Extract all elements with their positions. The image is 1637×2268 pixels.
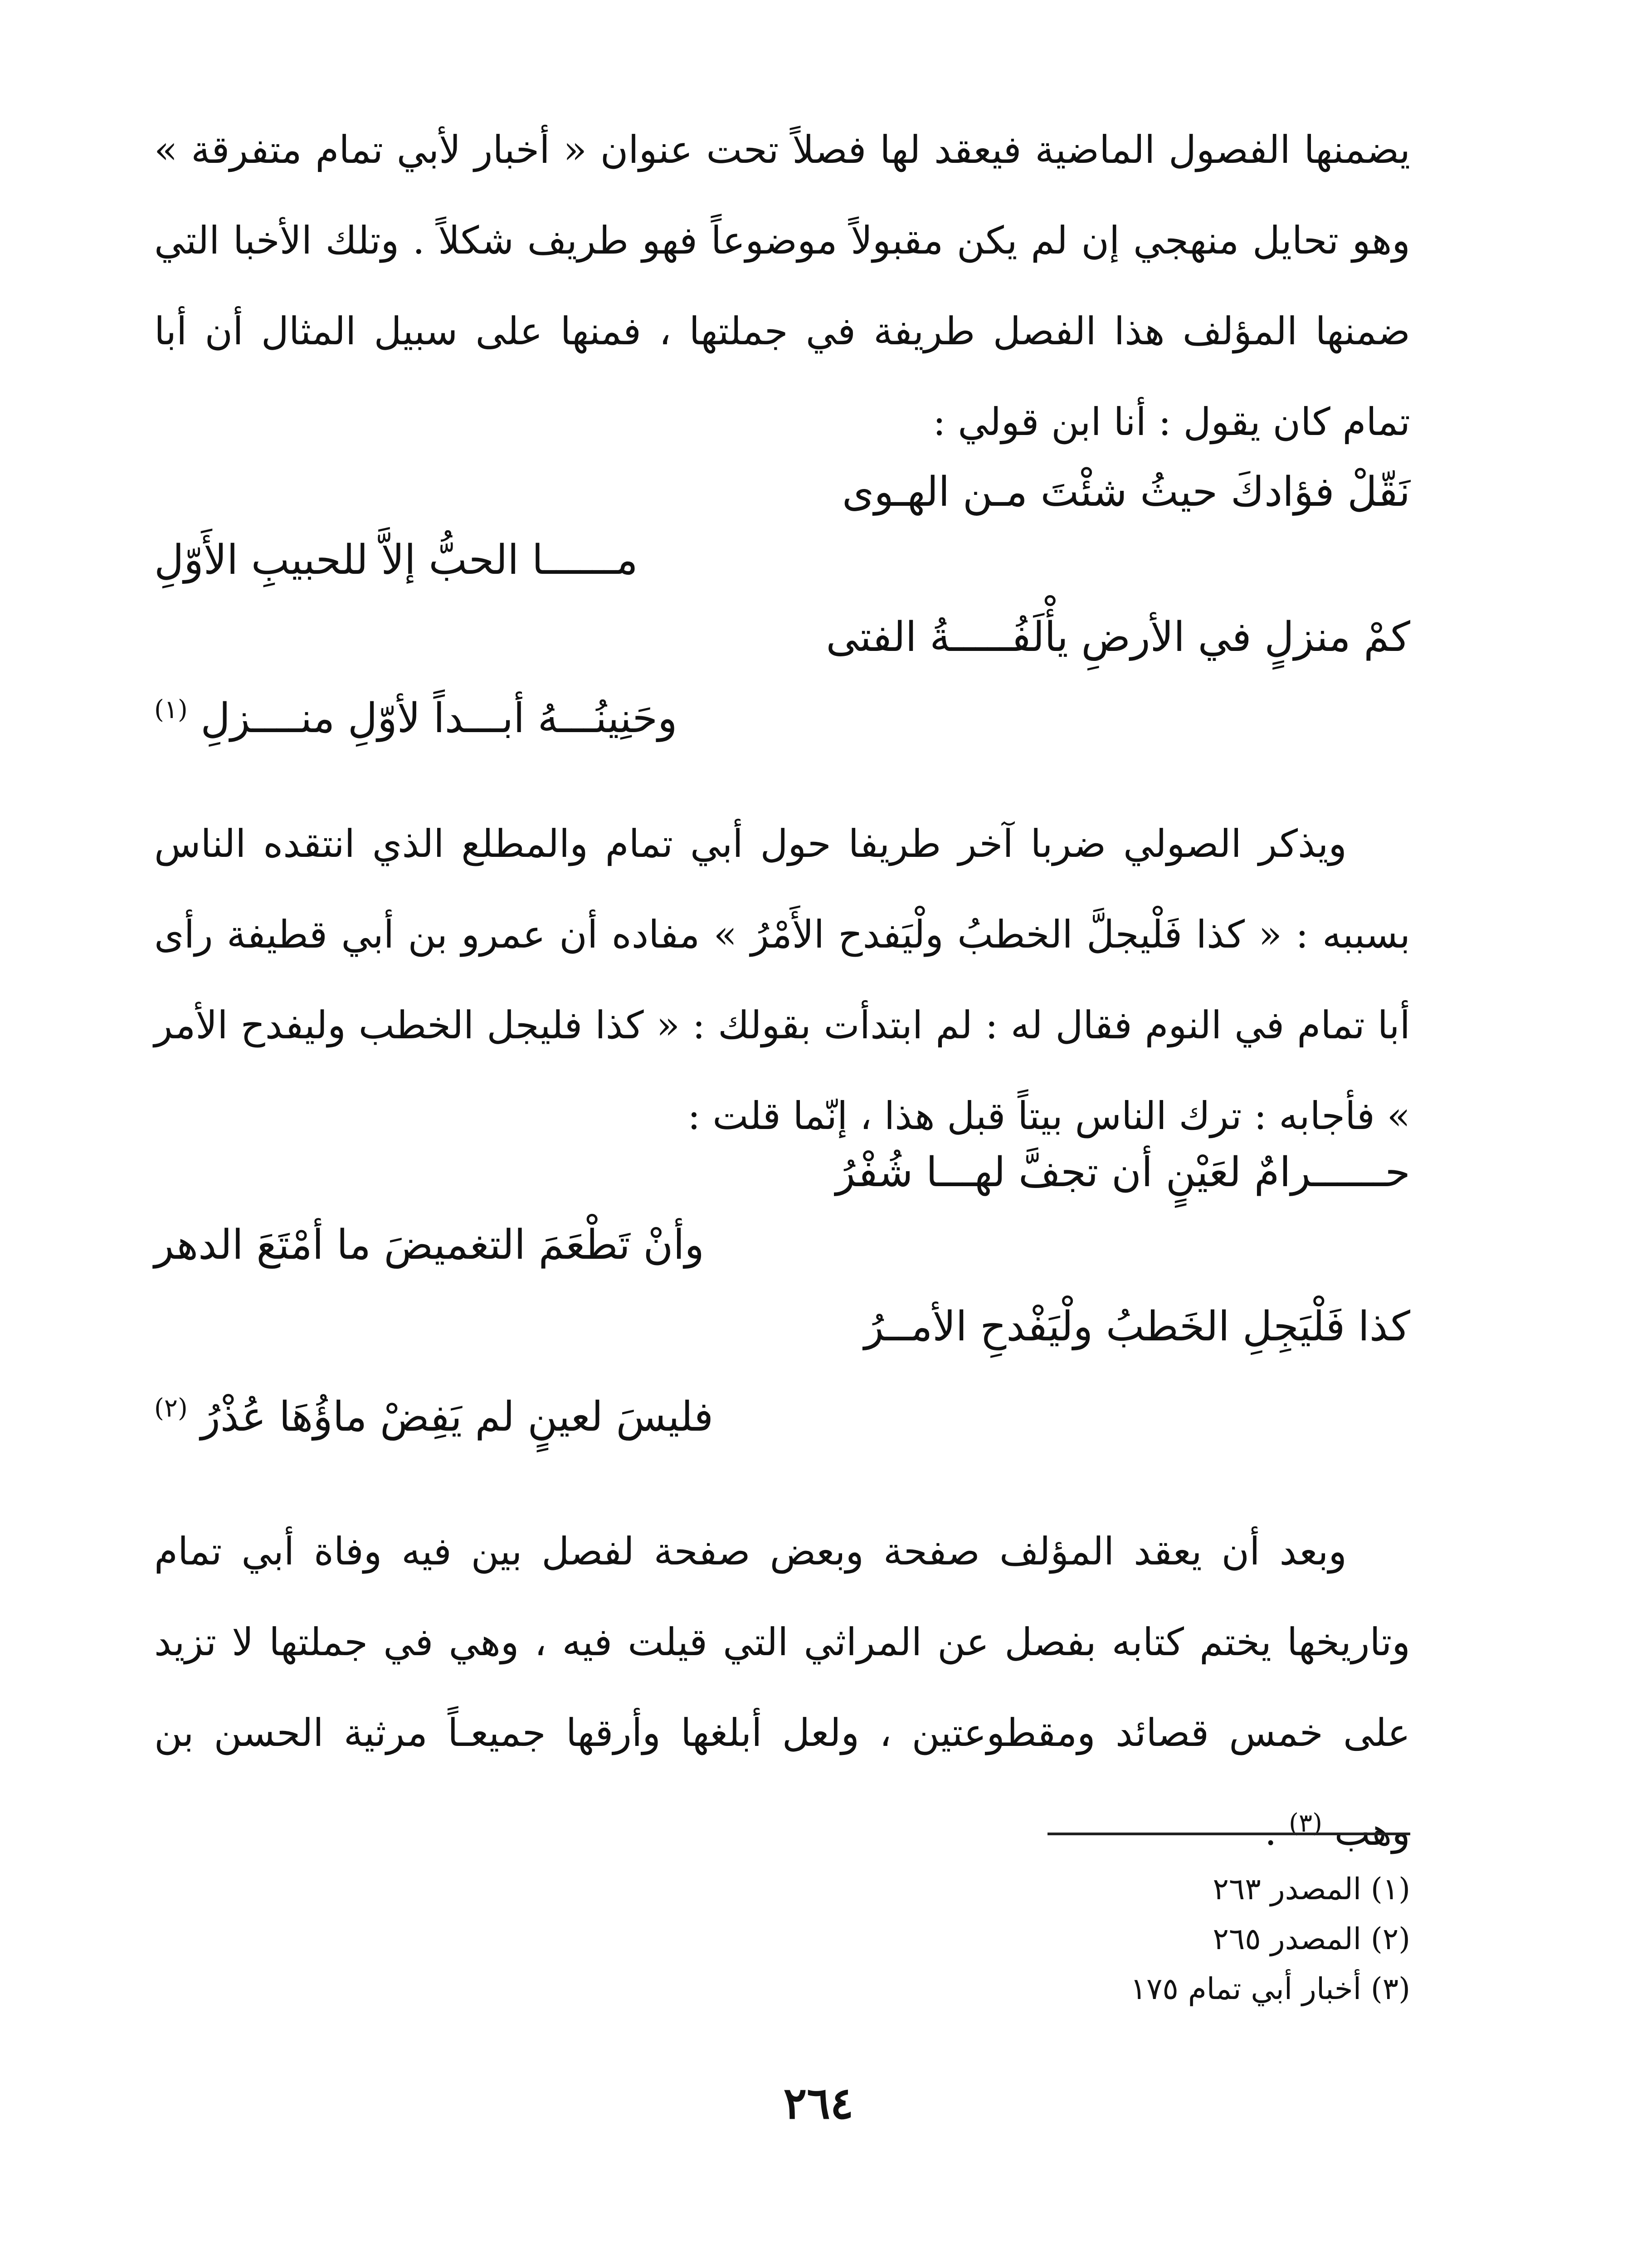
footnote-ref-3: (٣) xyxy=(1289,1809,1322,1838)
poem2-line4: فليسَ لعينٍ لم يَفِضْ ماؤُهَا عُذْرُ xyxy=(200,1393,714,1441)
poem1-line1: نَقّلْ فؤادكَ حيثُ شئْتَ مـن الهـوى xyxy=(842,468,1410,516)
poem1-line4-row xyxy=(154,676,677,753)
poem1-line3: كمْ منزلٍ في الأرضِ يأْلَفُـــــةُ الفتى xyxy=(826,613,1410,661)
footnote-ref-2: (٢) xyxy=(154,1393,188,1423)
footnote-2: (٢) المصدر ٢٦٥ xyxy=(1213,1921,1410,1956)
paragraph-intro: يضمنها الفصول الماضية فيعقد لها فصلاً تحت عنوان « أخبار لأبي تمام متفرقة » وهو تحايل منهجي إن لم يكن مقبولاً موضوعاً فهو طريف شكلاً . وتلك الأخبا التي ضمنها المؤلف هذا الفصل طريفة في جملتها ، فمنها على سبيل المثال أن أبا تمام كان يقول : أنا ابن قولي : xyxy=(154,127,1410,444)
poem2-line2: وأنْ تَطْعَمَ التغميضَ ما أمْتَعَ الدهر xyxy=(154,1221,704,1269)
paragraph-suli: ويذكر الصولي ضربا آخر طريفا حول أبي تمام والمطلع الذي انتقده الناس بسببه : « كذا فَلْيجلَّ الخطبُ ولْيَفدح الأَمْرُ » مفاده أن عمرو بن أبي قطيفة رأى أبا تمام في النوم فقال له : لم ابتدأت بقولك : « كذا فليجل الخطب وليفدح الأمر » فأجابه : ترك الناس بيتاً قبل هذا ، إنّما قلت : xyxy=(154,821,1410,1138)
poem2-line1: حــــــرامٌ لعَيْنٍ أن تجفَّ لهـــا شُفْرُ xyxy=(835,1149,1410,1196)
poem1-line2: مــــــا الحبُّ إلاَّ للحبيبِ الأَوّلِ xyxy=(154,536,638,584)
poem2-line4-row xyxy=(154,1374,713,1451)
poem2-line3: كذا فَلْيَجِلِ الخَطبُ ولْيَفْدحِ الأمــرُ xyxy=(864,1303,1410,1350)
paragraph-elegies xyxy=(154,1506,1410,1877)
footnote-1: (١) المصدر ٢٦٣ xyxy=(1213,1872,1410,1906)
footnote-divider xyxy=(1047,1833,1410,1835)
page-number: ٢٦٤ xyxy=(783,2077,854,2129)
footnote-ref-1: (١) xyxy=(154,695,188,724)
paragraph-elegies-text: وبعد أن يعقد المؤلف صفحة وبعض صفحة لفصل بين فيه وفاة أبي تمام وتاريخها يختم كتابه بفصل عن المراثي التي قيلت فيه ، وهي في جملتها لا تزيد على خمس قصائد ومقطوعتين ، ولعل أبلغها وأرقها جميعـاً مرثية الحسن بن وهب xyxy=(154,1529,1410,1854)
footnote-3: (٣) أخبار أبي تمام ١٧٥ xyxy=(1130,1971,1410,2006)
paragraph-end-mark: . xyxy=(1264,1809,1277,1854)
poem1-line4: وحَنِينُـــهُ أبـــداً لأوّلِ منــــزلِ xyxy=(200,694,677,742)
